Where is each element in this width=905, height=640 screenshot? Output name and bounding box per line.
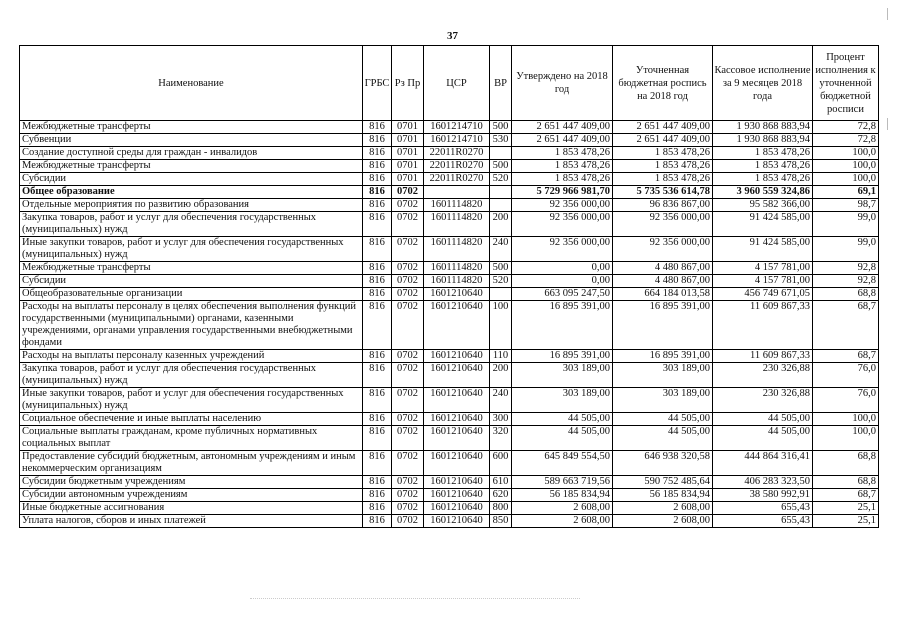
- row-name: Общее образование: [20, 186, 363, 199]
- row-name: Социальные выплаты гражданам, кроме публичных нормативных социальных выплат: [20, 426, 363, 451]
- row-rzpr: 0702: [392, 301, 424, 350]
- row-approved: 16 895 391,00: [512, 301, 613, 350]
- row-vr: 500: [490, 160, 512, 173]
- row-name: Предоставление субсидий бюджетным, автономным учреждениям и иным некоммерческим организациям: [20, 451, 363, 476]
- table-row: [20, 515, 879, 528]
- row-grbs: 816: [363, 476, 392, 489]
- row-grbs: 816: [363, 275, 392, 288]
- row-percent: 72,8: [813, 121, 879, 134]
- table-row: [20, 121, 879, 134]
- row-name: Иные бюджетные ассигнования: [20, 502, 363, 515]
- row-percent: 25,1: [813, 515, 879, 528]
- row-cash: 38 580 992,91: [713, 489, 813, 502]
- row-grbs: 816: [363, 121, 392, 134]
- row-revised: 590 752 485,64: [613, 476, 713, 489]
- row-revised: 16 895 391,00: [613, 301, 713, 350]
- table-row: [20, 173, 879, 186]
- row-rzpr: 0702: [392, 413, 424, 426]
- row-rzpr: 0701: [392, 160, 424, 173]
- table-row: [20, 237, 879, 262]
- row-approved: 1 853 478,26: [512, 160, 613, 173]
- row-csr: 1601210640: [424, 502, 490, 515]
- row-vr: 200: [490, 363, 512, 388]
- row-vr: 520: [490, 275, 512, 288]
- row-vr: 620: [490, 489, 512, 502]
- row-cash: 1 853 478,26: [713, 147, 813, 160]
- row-cash: 655,43: [713, 515, 813, 528]
- row-vr: 800: [490, 502, 512, 515]
- row-cash: 1 853 478,26: [713, 160, 813, 173]
- header-cash: Кассовое исполнение за 9 месяцев 2018 года: [713, 46, 813, 121]
- row-csr: 1601210640: [424, 288, 490, 301]
- row-percent: 92,8: [813, 275, 879, 288]
- row-csr: 1601214710: [424, 134, 490, 147]
- row-rzpr: 0702: [392, 237, 424, 262]
- row-grbs: 816: [363, 262, 392, 275]
- row-name: Уплата налогов, сборов и иных платежей: [20, 515, 363, 528]
- row-cash: 655,43: [713, 502, 813, 515]
- row-approved: 5 729 966 981,70: [512, 186, 613, 199]
- row-approved: 2 651 447 409,00: [512, 134, 613, 147]
- row-grbs: 816: [363, 451, 392, 476]
- table-row: [20, 350, 879, 363]
- row-approved: 92 356 000,00: [512, 212, 613, 237]
- row-csr: 1601114820: [424, 237, 490, 262]
- row-revised: 44 505,00: [613, 413, 713, 426]
- row-cash: 95 582 366,00: [713, 199, 813, 212]
- row-revised: 303 189,00: [613, 363, 713, 388]
- row-csr: 22011R0270: [424, 173, 490, 186]
- row-revised: 44 505,00: [613, 426, 713, 451]
- row-vr: 100: [490, 301, 512, 350]
- row-percent: 99,0: [813, 212, 879, 237]
- row-grbs: 816: [363, 388, 392, 413]
- row-rzpr: 0701: [392, 147, 424, 160]
- table-row: [20, 160, 879, 173]
- header-approved: Утверждено на 2018 год: [512, 46, 613, 121]
- row-percent: 100,0: [813, 413, 879, 426]
- row-cash: 456 749 671,05: [713, 288, 813, 301]
- row-approved: 2 651 447 409,00: [512, 121, 613, 134]
- row-grbs: 816: [363, 515, 392, 528]
- row-percent: 68,7: [813, 489, 879, 502]
- row-rzpr: 0702: [392, 186, 424, 199]
- row-percent: 76,0: [813, 388, 879, 413]
- row-vr: 320: [490, 426, 512, 451]
- row-approved: 589 663 719,56: [512, 476, 613, 489]
- row-grbs: 816: [363, 199, 392, 212]
- row-cash: 3 960 559 324,86: [713, 186, 813, 199]
- row-vr: 850: [490, 515, 512, 528]
- table-row: [20, 199, 879, 212]
- row-rzpr: 0702: [392, 476, 424, 489]
- row-cash: 406 283 323,50: [713, 476, 813, 489]
- row-approved: 303 189,00: [512, 363, 613, 388]
- row-csr: 1601210640: [424, 515, 490, 528]
- row-percent: 92,8: [813, 262, 879, 275]
- row-percent: 68,8: [813, 288, 879, 301]
- row-vr: 300: [490, 413, 512, 426]
- row-name: Общеобразовательные организации: [20, 288, 363, 301]
- row-csr: 1601210640: [424, 363, 490, 388]
- row-vr: [490, 199, 512, 212]
- row-grbs: 816: [363, 413, 392, 426]
- row-percent: 98,7: [813, 199, 879, 212]
- row-name: Расходы на выплаты персоналу казенных учреждений: [20, 350, 363, 363]
- row-revised: 1 853 478,26: [613, 160, 713, 173]
- row-csr: 1601210640: [424, 301, 490, 350]
- row-approved: 56 185 834,94: [512, 489, 613, 502]
- budget-table: [19, 45, 879, 528]
- row-revised: 664 184 013,58: [613, 288, 713, 301]
- row-cash: 230 326,88: [713, 388, 813, 413]
- row-name: Субсидии: [20, 275, 363, 288]
- row-name: Социальное обеспечение и иные выплаты населению: [20, 413, 363, 426]
- row-percent: 68,8: [813, 476, 879, 489]
- row-percent: 68,7: [813, 301, 879, 350]
- row-approved: 0,00: [512, 262, 613, 275]
- scan-margin-mark: [887, 118, 888, 130]
- row-rzpr: 0702: [392, 199, 424, 212]
- row-revised: 1 853 478,26: [613, 147, 713, 160]
- row-vr: 600: [490, 451, 512, 476]
- row-name: Субвенции: [20, 134, 363, 147]
- table-row: [20, 426, 879, 451]
- table-row: [20, 451, 879, 476]
- row-revised: 96 836 867,00: [613, 199, 713, 212]
- header-grbs: ГРБС: [363, 46, 392, 121]
- row-name: Расходы на выплаты персоналу в целях обеспечения выполнения функций государственными (муниципальными) органами, казенными учреждениями, органами управления государственными внебюджетными фондами: [20, 301, 363, 350]
- row-rzpr: 0701: [392, 121, 424, 134]
- row-grbs: 816: [363, 134, 392, 147]
- row-rzpr: 0702: [392, 212, 424, 237]
- row-revised: 2 651 447 409,00: [613, 134, 713, 147]
- table-row: [20, 147, 879, 160]
- row-rzpr: 0702: [392, 350, 424, 363]
- row-csr: 1601114820: [424, 262, 490, 275]
- table-row: [20, 134, 879, 147]
- row-grbs: 816: [363, 160, 392, 173]
- row-revised: 2 651 447 409,00: [613, 121, 713, 134]
- row-name: Закупка товаров, работ и услуг для обеспечения государственных (муниципальных) нужд: [20, 363, 363, 388]
- table-row: [20, 212, 879, 237]
- row-name: Иные закупки товаров, работ и услуг для обеспечения государственных (муниципальных) нужд: [20, 388, 363, 413]
- row-vr: 200: [490, 212, 512, 237]
- row-grbs: 816: [363, 301, 392, 350]
- row-percent: 76,0: [813, 363, 879, 388]
- row-percent: 68,8: [813, 451, 879, 476]
- row-csr: 1601114820: [424, 212, 490, 237]
- row-vr: 500: [490, 121, 512, 134]
- row-rzpr: 0701: [392, 173, 424, 186]
- row-csr: 22011R0270: [424, 147, 490, 160]
- row-name: Отдельные мероприятия по развитию образования: [20, 199, 363, 212]
- row-vr: [490, 147, 512, 160]
- header-rzpr: Рз Пр: [392, 46, 424, 121]
- row-csr: 1601210640: [424, 413, 490, 426]
- row-rzpr: 0702: [392, 388, 424, 413]
- row-revised: 4 480 867,00: [613, 262, 713, 275]
- row-cash: 11 609 867,33: [713, 350, 813, 363]
- row-vr: 240: [490, 388, 512, 413]
- row-cash: 4 157 781,00: [713, 262, 813, 275]
- row-percent: 99,0: [813, 237, 879, 262]
- row-cash: 91 424 585,00: [713, 212, 813, 237]
- row-rzpr: 0702: [392, 451, 424, 476]
- row-vr: 610: [490, 476, 512, 489]
- row-grbs: 816: [363, 173, 392, 186]
- row-rzpr: 0702: [392, 262, 424, 275]
- row-name: Межбюджетные трансферты: [20, 160, 363, 173]
- row-cash: 1 930 868 883,94: [713, 134, 813, 147]
- row-name: Межбюджетные трансферты: [20, 121, 363, 134]
- row-rzpr: 0702: [392, 426, 424, 451]
- row-cash: 444 864 316,41: [713, 451, 813, 476]
- row-approved: 44 505,00: [512, 413, 613, 426]
- row-name: Закупка товаров, работ и услуг для обеспечения государственных (муниципальных) нужд: [20, 212, 363, 237]
- row-rzpr: 0701: [392, 134, 424, 147]
- row-cash: 91 424 585,00: [713, 237, 813, 262]
- row-approved: 303 189,00: [512, 388, 613, 413]
- row-vr: [490, 186, 512, 199]
- row-approved: 92 356 000,00: [512, 199, 613, 212]
- row-grbs: 816: [363, 426, 392, 451]
- row-rzpr: 0702: [392, 363, 424, 388]
- table-row: [20, 388, 879, 413]
- row-name: Иные закупки товаров, работ и услуг для обеспечения государственных (муниципальных) нужд: [20, 237, 363, 262]
- row-approved: 2 608,00: [512, 502, 613, 515]
- row-percent: 100,0: [813, 426, 879, 451]
- row-csr: 1601214710: [424, 121, 490, 134]
- row-grbs: 816: [363, 502, 392, 515]
- row-grbs: 816: [363, 186, 392, 199]
- row-rzpr: 0702: [392, 502, 424, 515]
- row-cash: 230 326,88: [713, 363, 813, 388]
- row-revised: 92 356 000,00: [613, 237, 713, 262]
- row-approved: 92 356 000,00: [512, 237, 613, 262]
- row-grbs: 816: [363, 147, 392, 160]
- header-name: Наименование: [20, 46, 363, 121]
- row-cash: 44 505,00: [713, 426, 813, 451]
- row-revised: 16 895 391,00: [613, 350, 713, 363]
- row-approved: 663 095 247,50: [512, 288, 613, 301]
- row-cash: 1 930 868 883,94: [713, 121, 813, 134]
- row-approved: 44 505,00: [512, 426, 613, 451]
- header-percent: Процент исполнения к уточненной бюджетной росписи: [813, 46, 879, 121]
- row-approved: 645 849 554,50: [512, 451, 613, 476]
- row-name: Субсидии бюджетным учреждениям: [20, 476, 363, 489]
- row-percent: 100,0: [813, 147, 879, 160]
- row-csr: [424, 186, 490, 199]
- row-rzpr: 0702: [392, 275, 424, 288]
- row-vr: [490, 288, 512, 301]
- row-percent: 68,7: [813, 350, 879, 363]
- row-csr: 1601114820: [424, 199, 490, 212]
- row-cash: 44 505,00: [713, 413, 813, 426]
- row-revised: 303 189,00: [613, 388, 713, 413]
- row-approved: 0,00: [512, 275, 613, 288]
- table-row: [20, 275, 879, 288]
- row-revised: 56 185 834,94: [613, 489, 713, 502]
- table-row: [20, 502, 879, 515]
- row-percent: 69,1: [813, 186, 879, 199]
- table-row: [20, 489, 879, 502]
- header-revised: Уточненная бюджетная роспись на 2018 год: [613, 46, 713, 121]
- row-grbs: 816: [363, 212, 392, 237]
- table-row: [20, 476, 879, 489]
- row-name: Субсидии: [20, 173, 363, 186]
- row-csr: 1601114820: [424, 275, 490, 288]
- row-name: Субсидии автономным учреждениям: [20, 489, 363, 502]
- table-row: [20, 413, 879, 426]
- row-revised: 5 735 536 614,78: [613, 186, 713, 199]
- row-rzpr: 0702: [392, 288, 424, 301]
- row-approved: 1 853 478,26: [512, 173, 613, 186]
- row-revised: 92 356 000,00: [613, 212, 713, 237]
- table-row: [20, 186, 879, 199]
- table-row: [20, 301, 879, 350]
- row-csr: 1601210640: [424, 388, 490, 413]
- row-name: Создание доступной среды для граждан - инвалидов: [20, 147, 363, 160]
- row-cash: 11 609 867,33: [713, 301, 813, 350]
- row-percent: 100,0: [813, 160, 879, 173]
- row-csr: 1601210640: [424, 451, 490, 476]
- row-percent: 25,1: [813, 502, 879, 515]
- row-revised: 1 853 478,26: [613, 173, 713, 186]
- row-cash: 1 853 478,26: [713, 173, 813, 186]
- row-vr: 530: [490, 134, 512, 147]
- header-vr: ВР: [490, 46, 512, 121]
- row-percent: 72,8: [813, 134, 879, 147]
- row-grbs: 816: [363, 350, 392, 363]
- table-row: [20, 262, 879, 275]
- row-csr: 22011R0270: [424, 160, 490, 173]
- row-revised: 646 938 320,58: [613, 451, 713, 476]
- row-grbs: 816: [363, 489, 392, 502]
- row-grbs: 816: [363, 237, 392, 262]
- scan-margin-mark: [887, 8, 888, 20]
- scan-artifact: [250, 598, 580, 600]
- row-csr: 1601210640: [424, 489, 490, 502]
- row-vr: 500: [490, 262, 512, 275]
- row-revised: 4 480 867,00: [613, 275, 713, 288]
- row-csr: 1601210640: [424, 350, 490, 363]
- row-grbs: 816: [363, 363, 392, 388]
- row-approved: 2 608,00: [512, 515, 613, 528]
- row-rzpr: 0702: [392, 515, 424, 528]
- header-row: [20, 46, 879, 121]
- row-grbs: 816: [363, 288, 392, 301]
- row-approved: 16 895 391,00: [512, 350, 613, 363]
- header-csr: ЦСР: [424, 46, 490, 121]
- row-rzpr: 0702: [392, 489, 424, 502]
- row-percent: 100,0: [813, 173, 879, 186]
- row-csr: 1601210640: [424, 426, 490, 451]
- row-approved: 1 853 478,26: [512, 147, 613, 160]
- row-cash: 4 157 781,00: [713, 275, 813, 288]
- page-number: 37: [447, 30, 458, 42]
- row-revised: 2 608,00: [613, 502, 713, 515]
- row-name: Межбюджетные трансферты: [20, 262, 363, 275]
- row-revised: 2 608,00: [613, 515, 713, 528]
- row-vr: 240: [490, 237, 512, 262]
- row-vr: 520: [490, 173, 512, 186]
- table-row: [20, 288, 879, 301]
- row-vr: 110: [490, 350, 512, 363]
- table-row: [20, 363, 879, 388]
- row-csr: 1601210640: [424, 476, 490, 489]
